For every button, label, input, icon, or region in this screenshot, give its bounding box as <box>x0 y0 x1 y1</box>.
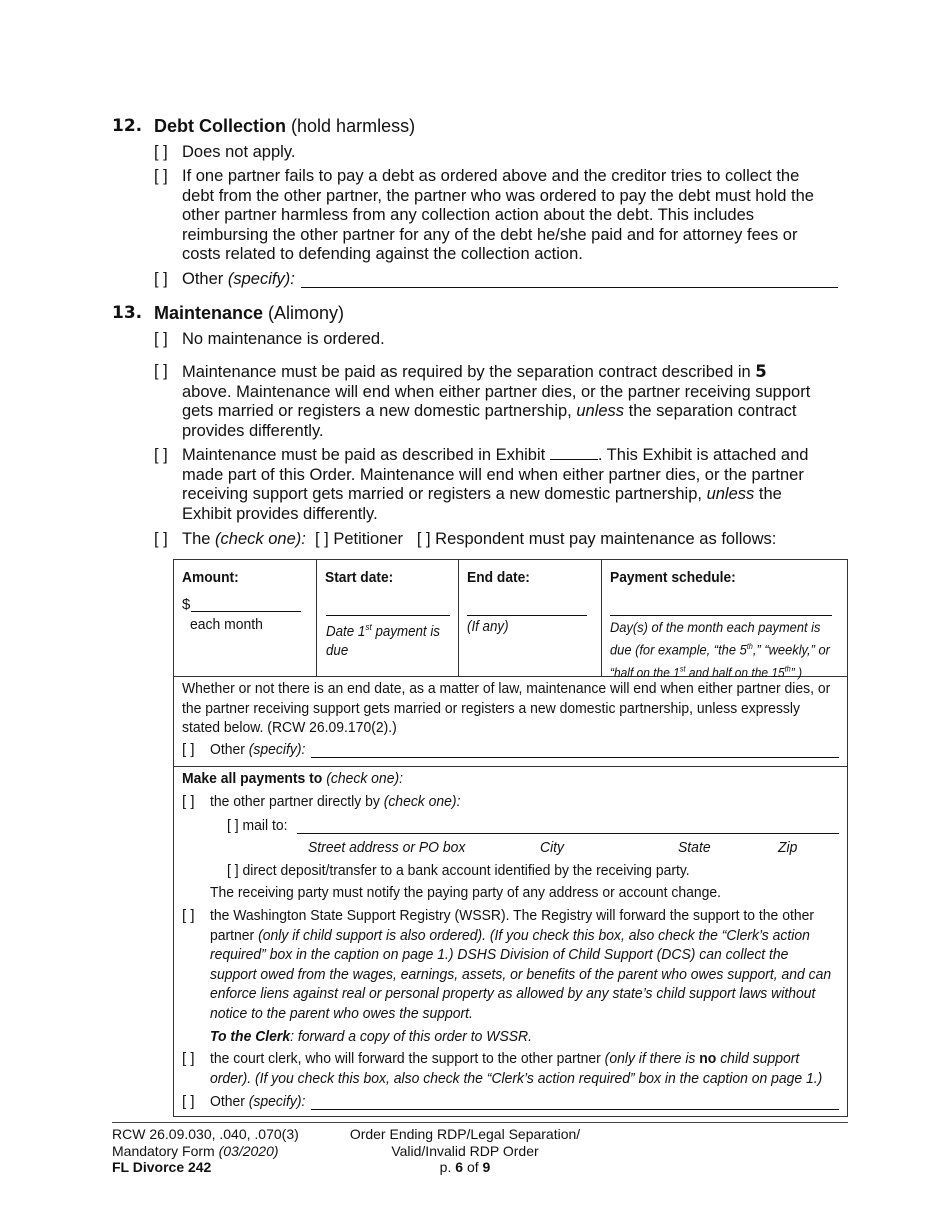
other-specify-field[interactable] <box>311 1109 839 1110</box>
payment-method-row: Make all payments to (check one): [ ] the other partner directly by (check one): [ ] mail to: Street address or PO box City State Zip [ ] direct deposit/transfer to a bank account identified by the receiving party. The receiving party must notify the paying party of any address or account change. [ ] the Washington State Support Registry (WSSR). The Registry will forward the support to the other partner (only if child support is also ordered). (If you check this box, also check the “Clerk’s action required” box in the caption on page 1.) DSHS Division of Child Support (DCS) can collect the support owed from the wages, earnings, assets, or benefits of the parent who owes support, and can enforce liens against real or personal property as allowed by any state’s child support laws without notice to the parent who owes the support. To the Clerk: forward a copy of this order to WSSR. [ ] the court clerk, who will forward the support to the other partner (only if there is no child support order). (If you check this box, also check the “Clerk’s action required” box in the caption on page 1.) [ ] Other (specify): <box>174 767 847 1117</box>
payment-schedule-cell: Payment schedule: Day(s) of the month each payment is due (for example, “the 5th,” “weekly,” or “half on the 1st and half on the 15th” ) <box>602 560 848 677</box>
section-number: 13. <box>112 303 143 323</box>
maintenance-table <box>173 559 848 1117</box>
sec12-option-other[interactable]: [ ] Other (specify): <box>154 270 844 292</box>
end-date-field[interactable] <box>467 598 587 616</box>
checkbox[interactable]: [ ] <box>154 330 168 348</box>
sec13-option-separation-contract[interactable] <box>154 362 844 442</box>
other-specify-field[interactable] <box>311 757 839 758</box>
checkbox[interactable]: [ ] <box>154 270 168 288</box>
sec13-option-party-pays[interactable] <box>154 530 844 550</box>
sec13-option-exhibit[interactable] <box>154 446 844 526</box>
option-text: If one partner fails to pay a debt as ordered above and the creditor tries to collect the debt from the other partner, the partner who was ordered to pay the debt must hold the other partner harmless from any collection action about the debt. This includes reimbursing the other partner for any of the debt he/she paid and for attorney fees or costs related to defending against the collection action. <box>182 167 814 263</box>
petitioner-checkbox[interactable]: [ ] Petitioner <box>315 530 404 548</box>
page-footer <box>112 1122 848 1175</box>
checkbox[interactable]: [ ] <box>154 446 168 464</box>
checkbox[interactable]: [ ] <box>154 530 168 548</box>
start-date-field[interactable] <box>326 598 450 616</box>
option-text: Maintenance must be paid as described in Exhibit . This Exhibit is attached and made part of this Order. Maintenance will end when either partner dies, or the partner receiving support gets married or registers a new domestic partnership, unless the Exhibit provides differently. <box>182 446 809 523</box>
checkbox[interactable]: [ ] <box>154 362 168 380</box>
checkbox[interactable]: [ ] <box>182 907 195 924</box>
option-text: No maintenance is ordered. <box>182 330 385 348</box>
payment-terms-row <box>174 560 847 680</box>
checkbox[interactable]: [ ] <box>182 793 195 810</box>
wssr-option-text: the Washington State Support Registry (WSSR). The Registry will forward the support to the other partner (only if child support is also ordered). (If you check this box, also check the “Clerk’s action required” box in the caption on page 1.) DSHS Division of Child Support (DCS) can collect the support owed from the wages, earnings, assets, or benefits of the parent who owes support, and can enforce liens against real or personal property as allowed by any state’s child support laws without notice to the parent who owes the support. <box>210 907 832 1022</box>
footer-left: RCW 26.09.030, .040, .070(3) Mandatory Form (03/2020) FL Divorce 242 <box>112 1126 299 1175</box>
start-date-cell: Start date: Date 1st payment is due <box>317 560 459 677</box>
specify-field[interactable] <box>301 287 838 288</box>
option-text: Does not apply. <box>182 143 296 161</box>
section-title: Maintenance (Alimony) <box>154 303 345 323</box>
checkbox[interactable]: [ ] <box>154 143 168 161</box>
legal-notice-row: Whether or not there is an end date, as a matter of law, maintenance will end when either partner dies, or the partner receiving support gets married or registers a new domestic partnership, unless expressly stated below. (RCW 26.09.170(2).) [ ] Other (specify): <box>174 677 847 767</box>
option-text: The (check one): [ ] Petitioner [ ] Respondent must pay maintenance as follows: <box>182 530 777 548</box>
section-title: Debt Collection (hold harmless) <box>154 116 416 136</box>
option-text: Maintenance must be paid as required by the separation contract described in 5 above. Maintenance will end when either partner dies, or the partner receiving support gets married or registers a new domestic partnership, unless the separation contract provides differently. <box>182 362 811 440</box>
payment-schedule-field[interactable] <box>610 598 832 616</box>
direct-deposit-option[interactable]: [ ] direct deposit/transfer to a bank account identified by the receiving party. <box>227 862 690 879</box>
sec12-option-hold-harmless[interactable] <box>154 167 844 267</box>
section-number: 12. <box>112 116 143 136</box>
sec13-option-no-maintenance[interactable] <box>154 330 844 350</box>
exhibit-field[interactable] <box>550 446 598 460</box>
checkbox[interactable]: [ ] <box>182 1093 195 1110</box>
footer-center: Order Ending RDP/Legal Separation/ Valid/Invalid RDP Order p. 6 of 9 <box>349 1126 581 1175</box>
amount-field[interactable] <box>191 596 301 612</box>
end-date-cell: End date: (If any) <box>459 560 602 677</box>
respondent-checkbox[interactable]: [ ] Respondent must pay maintenance as follows: <box>416 530 777 548</box>
checkbox[interactable]: [ ] <box>182 741 195 758</box>
sec12-option-does-not-apply[interactable] <box>154 143 844 163</box>
court-clerk-option-text: the court clerk, who will forward the support to the other partner (only if there is no child support order). (If you check this box, also check the “Clerk’s action required” box in the caption on page 1.) <box>210 1050 823 1087</box>
amount-cell: Amount: $ each month <box>174 560 317 677</box>
checkbox[interactable]: [ ] <box>182 1050 195 1067</box>
mail-option[interactable]: [ ] mail to: <box>227 817 288 834</box>
mail-address-field[interactable] <box>297 833 839 834</box>
checkbox[interactable]: [ ] <box>154 167 168 185</box>
